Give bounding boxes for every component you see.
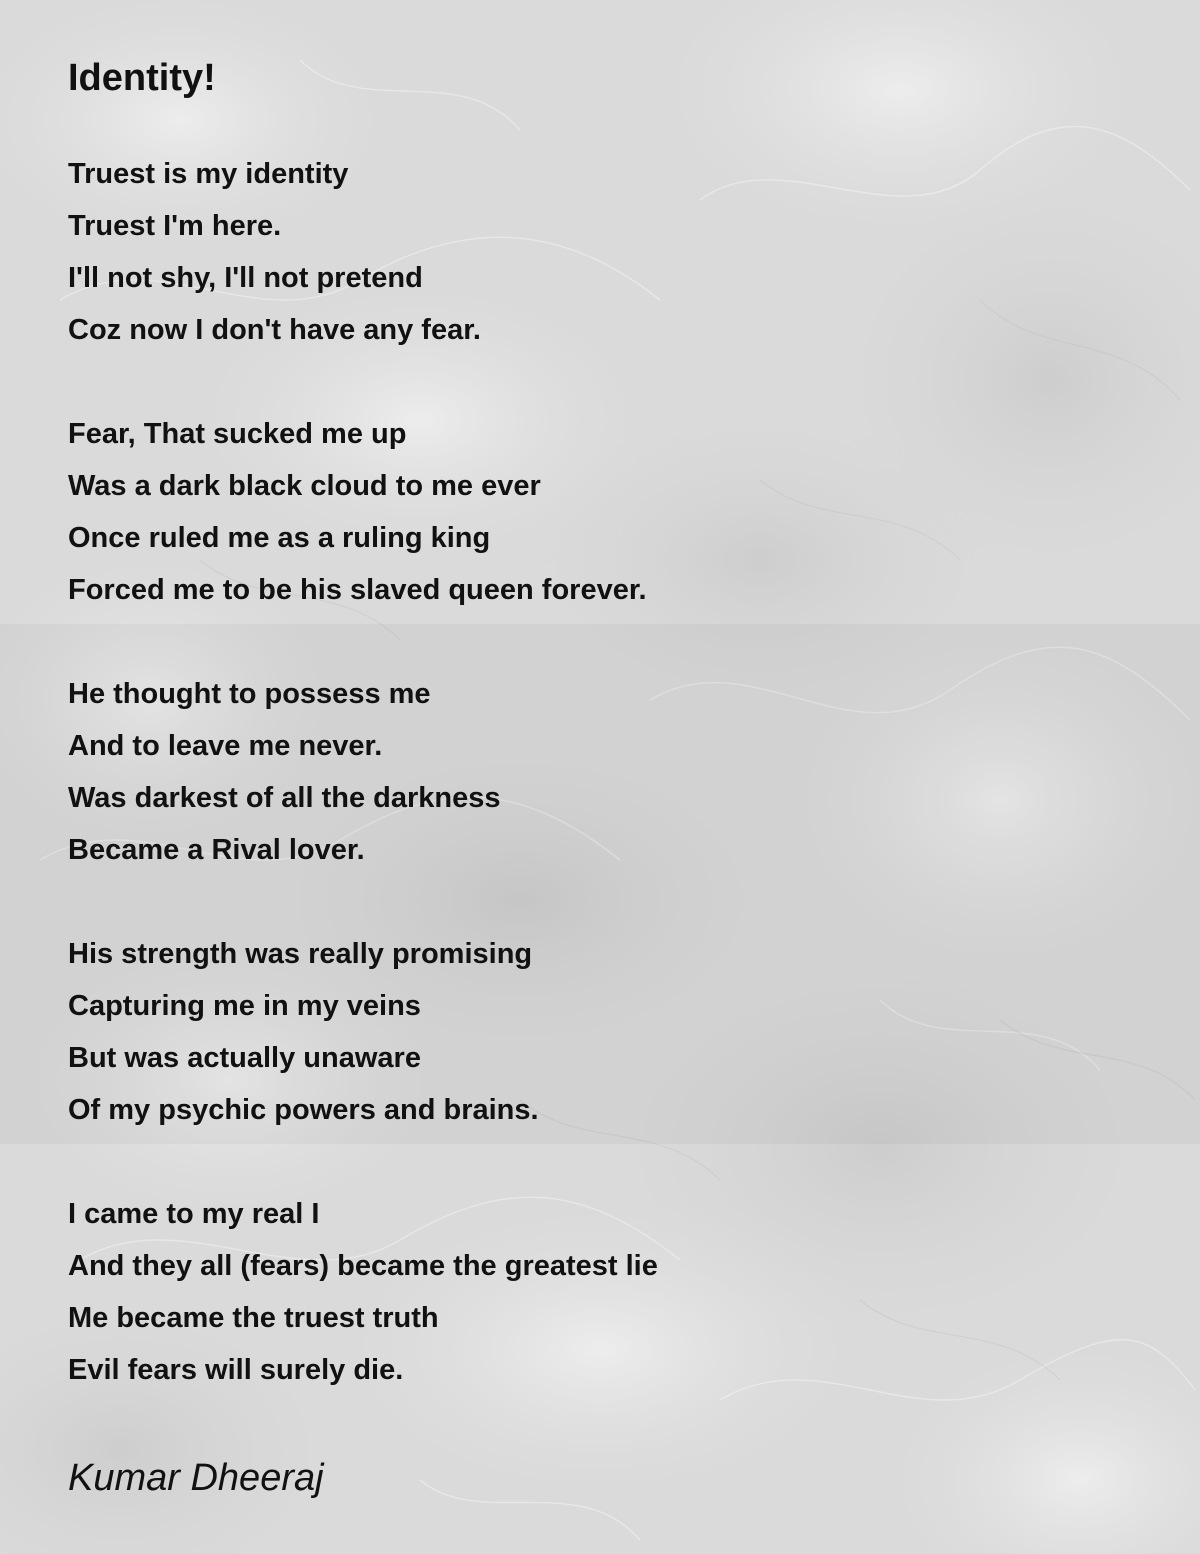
poem-line: And they all (fears) became the greatest lie <box>68 1250 658 1282</box>
poem-line: Evil fears will surely die. <box>68 1354 404 1386</box>
poem-line: But was actually unaware <box>68 1042 421 1074</box>
stanza-4 <box>68 928 1148 1136</box>
poem-line: His strength was really promising <box>68 938 533 970</box>
poem-line: Once ruled me as a ruling king <box>68 522 491 554</box>
poem-line: I'll not shy, I'll not pretend <box>68 262 423 294</box>
poem-title: Identity! <box>68 57 216 99</box>
poem-line: Became a Rival lover. <box>68 834 365 866</box>
poem-line: Capturing me in my veins <box>68 990 421 1022</box>
poem-line: Truest is my identity <box>68 158 349 190</box>
poem-body <box>68 148 1148 1396</box>
poem-line: Was a dark black cloud to me ever <box>68 470 541 502</box>
poem-line: And to leave me never. <box>68 730 383 762</box>
poem-line: I came to my real I <box>68 1198 320 1230</box>
poem-line: Coz now I don't have any fear. <box>68 314 481 346</box>
poem-line: He thought to possess me <box>68 678 431 710</box>
poem-line: Me became the truest truth <box>68 1302 439 1334</box>
poem-line: Fear, That sucked me up <box>68 418 407 450</box>
stanza-3 <box>68 668 1148 876</box>
poem-line: Truest I'm here. <box>68 210 282 242</box>
author-signature: Kumar Dheeraj <box>68 1457 324 1499</box>
stanza-1 <box>68 148 1148 356</box>
poem <box>68 52 1148 1448</box>
poem-line: Of my psychic powers and brains. <box>68 1094 539 1126</box>
stanza-5 <box>68 1188 1148 1396</box>
stanza-2 <box>68 408 1148 616</box>
poem-line: Forced me to be his slaved queen forever. <box>68 574 647 606</box>
poem-line: Was darkest of all the darkness <box>68 782 501 814</box>
